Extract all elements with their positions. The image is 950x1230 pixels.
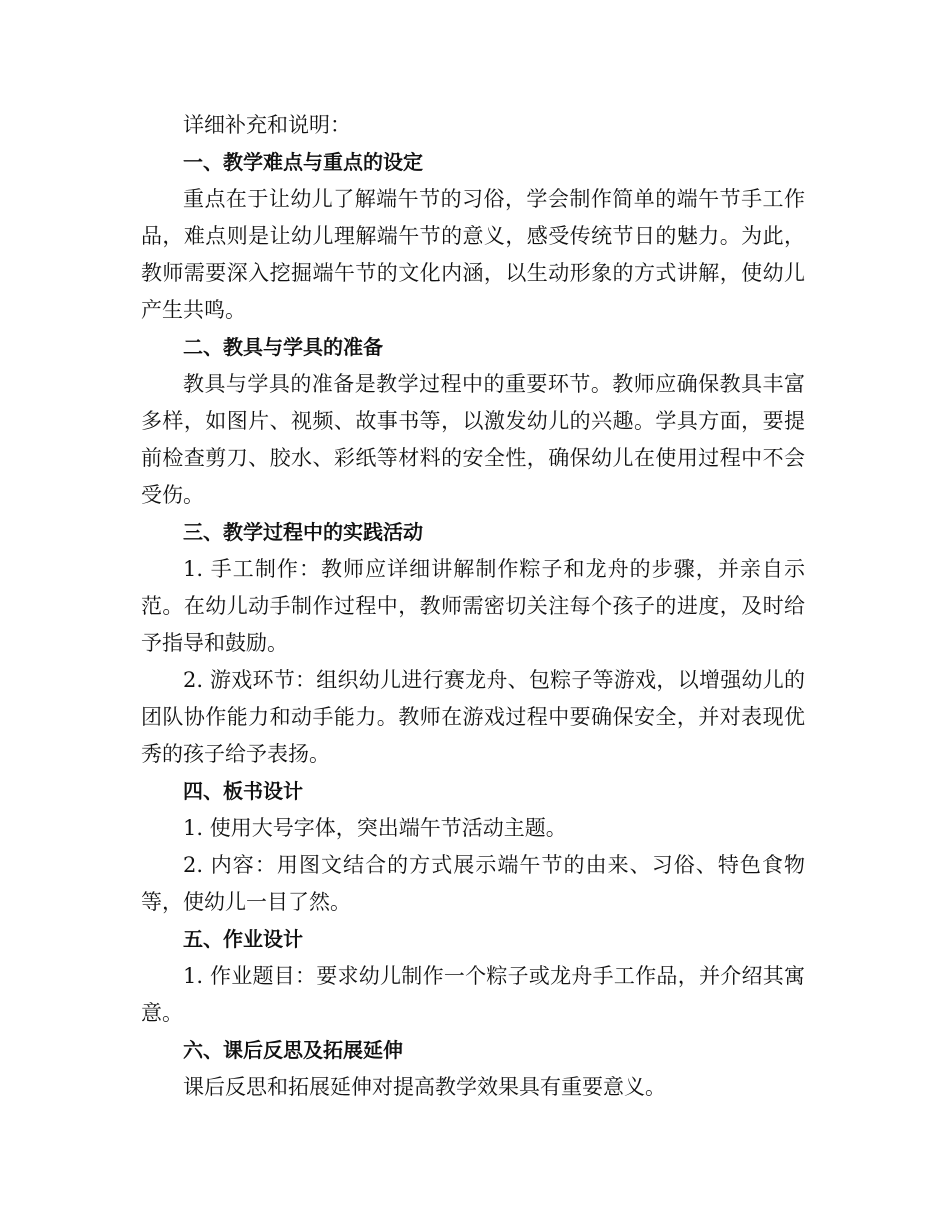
section-5-paragraph-1: 1. 作业题目：要求幼儿制作一个粽子或龙舟手工作品，并介绍其寓意。 — [141, 964, 805, 1025]
section-heading-4: 四、板书设计 — [183, 779, 303, 803]
document-body — [141, 107, 805, 1106]
section-heading-1: 一、教学难点与重点的设定 — [183, 150, 423, 174]
section-1-paragraph-1: 重点在于让幼儿了解端午节的习俗，学会制作简单的端午节手工作品，难点则是让幼儿理解端午节的意义，感受传统节日的魅力。为此，教师需要深入挖掘端午节的文化内涵，以生动形象的方式讲解，使幼儿产生共鸣。 — [141, 187, 805, 322]
section-4-paragraph-1: 1. 使用大号字体，突出端午节活动主题。 — [183, 816, 567, 840]
section-3-paragraph-1: 1. 手工制作：教师应详细讲解制作粽子和龙舟的步骤，并亲自示范。在幼儿动手制作过程中，教师需密切关注每个孩子的进度，及时给予指导和鼓励。 — [141, 557, 805, 655]
section-heading-2: 二、教具与学具的准备 — [183, 335, 383, 359]
section-2-paragraph-1: 教具与学具的准备是教学过程中的重要环节。教师应确保教具丰富多样，如图片、视频、故事书等，以激发幼儿的兴趣。学具方面，要提前检查剪刀、胶水、彩纸等材料的安全性，确保幼儿在使用过程中不会受伤。 — [141, 372, 805, 507]
section-heading-5: 五、作业设计 — [183, 927, 303, 951]
section-4-paragraph-2: 2. 内容：用图文结合的方式展示端午节的由来、习俗、特色食物等，使幼儿一目了然。 — [141, 853, 805, 914]
section-heading-6: 六、课后反思及拓展延伸 — [183, 1038, 403, 1062]
section-6-paragraph-1: 课后反思和拓展延伸对提高教学效果具有重要意义。 — [183, 1075, 666, 1099]
section-heading-3: 三、教学过程中的实践活动 — [183, 520, 423, 544]
section-3-paragraph-2: 2. 游戏环节：组织幼儿进行赛龙舟、包粽子等游戏，以增强幼儿的团队协作能力和动手能力。教师在游戏过程中要确保安全，并对表现优秀的孩子给予表扬。 — [141, 668, 805, 766]
intro-text: 详细补充和说明： — [183, 113, 351, 137]
